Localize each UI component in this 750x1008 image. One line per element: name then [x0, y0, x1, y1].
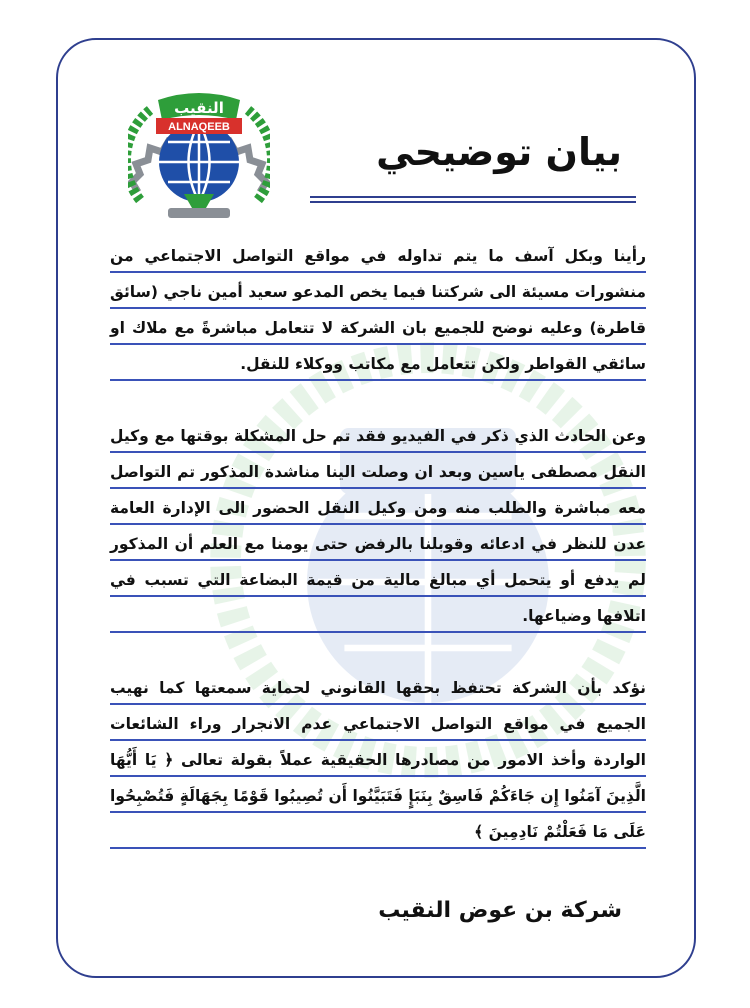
logo-arabic-text: النقيب	[174, 99, 224, 117]
paragraph-1: رأينا وبكل آسف ما يتم تداوله في مواقع التواصل الاجتماعي من منشورات مسيئة الى شركتنا فيما يخص المدعو سعيد أمين ناجي (سائق قاطرة) وعليه نوضح للجميع بان الشركة لا تتعامل مباشرةً مع ملاك او سائقي القواطر ولكن تتعامل مع مكاتب ووكلاء للنقل.	[110, 238, 646, 382]
company-signature: شركة بن عوض النقيب	[378, 898, 622, 923]
title-underline-2	[310, 201, 636, 203]
document-frame	[56, 38, 696, 978]
paragraph-3: نؤكد بأن الشركة تحتفظ بحقها القانوني لحماية سمعتها كما نهيب الجميع في مواقع التواصل الاجتماعي عدم الانجرار وراء الشائعات الواردة وأخذ الامور من مصادرها الحقيقية عملاً بقولة تعالى ﴿ يَا أَيُّهَا الَّذِينَ آمَنُوا إِن جَاءَكُمْ فَاسِقٌ بِنَبَإٍ فَتَبَيَّنُوا أَن تُصِيبُوا قَوْمًا بِجَهَالَةٍ فَتُصْبِحُوا عَلَى مَا فَعَلْتُمْ نَادِمِينَ ﴾	[110, 670, 646, 850]
company-logo-icon	[128, 82, 270, 224]
paragraph-2: وعن الحادث الذي ذكر في الفيديو فقد تم حل المشكلة بوقتها مع وكيل النقل مصطفى ياسين وبعد ان وصلت الينا مناشدة المذكور تم التواصل معه مباشرة والطلب منه ومن وكيل النقل الحضور الى الإدارة العامة عدن للنظر في ادعائه وقوبلنا بالرفض حتى يومنا مع العلم أن المذكور لم يدفع أو يتحمل أي مبالغ مالية من قيمة البضاعة التي تسبب في اتلافها وضياعها.	[110, 418, 646, 634]
logo-latin-text: ALNAQEEB	[168, 121, 230, 133]
title-underline	[310, 196, 636, 198]
page-title: بيان توضيحي	[376, 130, 622, 174]
